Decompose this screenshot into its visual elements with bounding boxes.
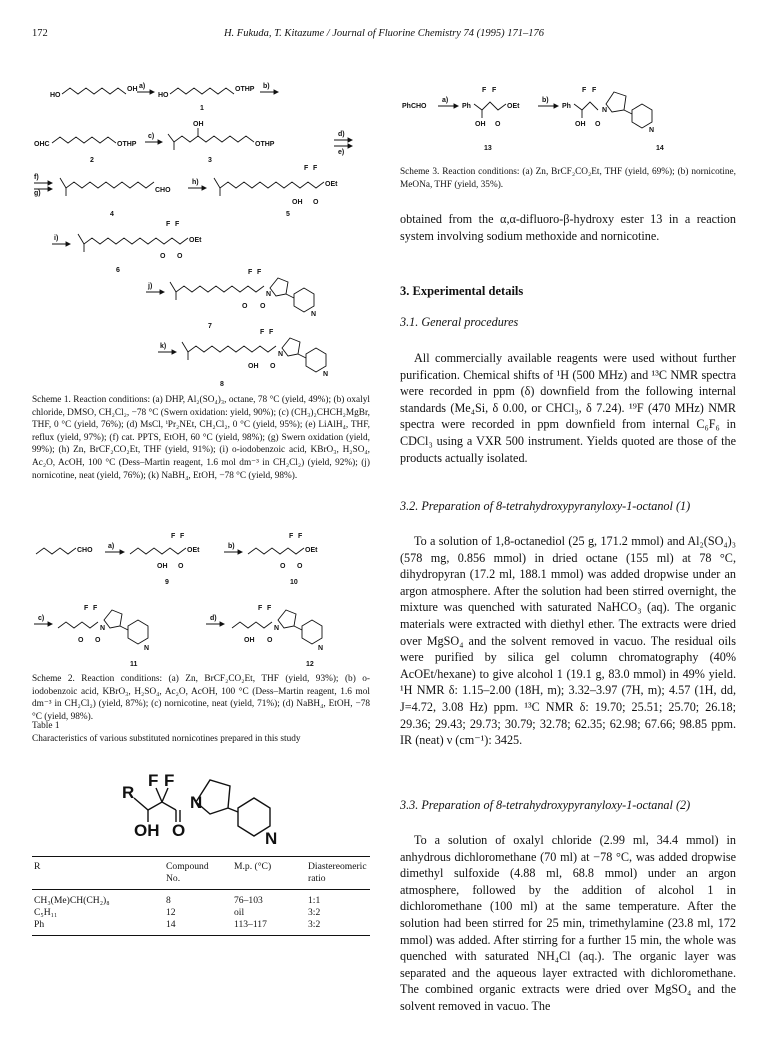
label-oet-5: OEt [325, 181, 338, 188]
arrowhead-g-s1 [48, 187, 52, 191]
chain-2 [52, 137, 116, 143]
label-f-tbl-a: F [148, 771, 159, 790]
cell-ratio: 1:1 [308, 895, 321, 906]
cell-ratio: 3:2 [308, 919, 321, 930]
step-h-s1: h) [192, 179, 199, 186]
section-3-2-heading: 3.2. Preparation of 8-tetrahydroxypyranyloxy-1-octanol (1) [400, 499, 691, 513]
pyrrolidine-8 [282, 338, 300, 356]
label-oet-9: OEt [187, 547, 200, 554]
step-d-s2: d) [210, 615, 217, 622]
label-n-8b: N [323, 371, 329, 378]
compound-13-number: 13 [484, 145, 492, 152]
label-o-6b: O [177, 253, 183, 260]
pyridine-14 [632, 104, 652, 128]
label-f-8b: F [269, 329, 274, 336]
label-o-tbl: O [172, 821, 186, 840]
label-oh-12: OH [244, 637, 255, 644]
link-8 [298, 354, 306, 358]
label-r-tbl: R [122, 783, 135, 802]
scheme-1-caption: Scheme 1. Reaction conditions: (a) DHP, Al₂(SO₄)₃, octane, 78 °C (yield, 49%); (b) oxalyl chloride, DMSO, CH₂Cl₂, −78 °C (Swern oxidation: yield, 90%); (c) (CH₃)₂CHCH₂MgBr, THF, 0 °C (yield, 76%); (d) MsCl, ⁱPr₂NEt, CH₂Cl₂, 0 °C (yield, 95%); (e) LiAlH₄, THF, reflux (yield, 97%); (f) cat. PPTS, EtOH, 60 °C (yield, 98%); (g) Swern oxidation (yield, 99%); (h) Zn, BrCF₂CO₂Et, THF (yield, 91%); (i) o-iodobenzoic acid, KBrO₃, H₂SO₄, Ac₂O, AcOH, 100 °C (Dess–Martin reagent, 1.6 mol dm⁻³ in CH₂Cl₂) (yield, 92%); (j) nornicotine, neat (yield, 76%); (k) NaBH₄, EtOH, −78 °C (yield, 98%). [32, 395, 370, 481]
label-oh-13: OH [475, 121, 486, 128]
label-o-7b: O [260, 303, 266, 310]
cell-no: 14 [166, 919, 176, 930]
arrowhead-f-s1 [48, 181, 52, 185]
step-b-s2: b) [228, 543, 235, 550]
label-ho-1: HO [50, 92, 61, 99]
label-ph-13: Ph [462, 103, 471, 110]
cell-r: C₅H₁₁ [34, 907, 58, 918]
arrowhead-e-s1 [348, 144, 352, 148]
label-o-10b: O [297, 563, 303, 570]
cell-mp: 76–103 [234, 895, 263, 906]
page-number: 172 [32, 28, 48, 39]
table-1-caption: Characteristics of various substituted nornicotines prepared in this study [32, 734, 301, 744]
label-o-11a: O [78, 637, 84, 644]
pyrrolidine-12 [278, 610, 296, 628]
intro-paragraph: obtained from the α,α-difluoro-β-hydroxy ester 13 in a reaction system involving sodium methoxide and nornicotine. [400, 212, 736, 243]
arrowhead-d-s1 [348, 138, 352, 142]
section-3-1-heading: 3.1. General procedures [400, 315, 519, 329]
table-1-title: Table 1 [32, 721, 60, 731]
label-f-5a: F [304, 165, 309, 172]
arrowhead-b-s1 [274, 90, 278, 94]
label-o-6a: O [160, 253, 166, 260]
section-3-3-paragraph: To a solution of oxalyl chloride (2.99 ml, 34.4 mmol) in anhydrous dichloromethane (70 ml) at −78 °C, was added dropwise dimethyl sulfoxide (4.88 ml, 68.8 mmol) under an argon atmosphere, followed by the addition of alcohol 1 in dichloromethane (100 ml) at the same temperature. After the solution had been stirred for 25 min, trimethylamine (23.8 ml, 172 mmol) was added. After stirring for a further 15 min, the whole was quenched with saturated NH₄Cl (aq.). The organic layer was separated and the aqueous layer extracted with dichloromethane. The combined organic extracts were dried over MgSO₄ and the solvent removed in vacuo. The [400, 833, 736, 1013]
step-a-s1: a) [139, 83, 146, 90]
table-header-row [32, 857, 370, 874]
label-o-7a: O [242, 303, 248, 310]
table-header-row-2 [32, 873, 370, 890]
step-d-s1: d) [338, 131, 345, 138]
label-oh-9: OH [157, 563, 168, 570]
scheme-3-caption: Scheme 3. Reaction conditions: (a) Zn, BrCF₂CO₂Et, THF (yield, 69%); (b) nornicotine, MeONa, THF (yield, 35%). [400, 167, 736, 190]
label-othp-3: OTHP [255, 141, 275, 148]
arrowhead-j-s1 [160, 290, 164, 294]
label-oh-14: OH [575, 121, 586, 128]
label-oh-3: OH [193, 121, 204, 128]
pyridine-11 [128, 620, 148, 644]
arrowhead-a-s2 [120, 550, 124, 554]
step-a-s3: a) [442, 97, 449, 104]
step-e-s1: e) [338, 149, 345, 156]
label-oet-10: OEt [305, 547, 318, 554]
label-o-14: O [595, 121, 601, 128]
chain-9 [130, 548, 186, 554]
arrowhead-c-s1 [158, 140, 162, 144]
running-header [32, 28, 736, 44]
compound-4-number: 4 [110, 211, 114, 218]
label-f-13a: F [482, 87, 487, 94]
label-othp-1: OTHP [235, 86, 255, 93]
cell-mp: oil [234, 907, 245, 918]
pyridine-7 [294, 288, 314, 312]
step-c-s2: c) [38, 615, 45, 622]
chain-7 [170, 282, 264, 292]
step-a-s2: a) [108, 543, 115, 550]
label-oet-13: OEt [507, 103, 520, 110]
compound-12-number: 12 [306, 661, 314, 668]
cell-r: CH₃(Me)CH(CH₂)₈ [34, 895, 110, 906]
label-f-10b: F [298, 533, 303, 540]
label-f-tbl-b: F [164, 771, 175, 790]
header-dr-2: ratio [308, 873, 326, 884]
label-f-12a: F [258, 605, 263, 612]
chain-13 [474, 102, 506, 110]
link-tbl [228, 808, 238, 812]
label-o-10a: O [280, 563, 286, 570]
compound-3-number: 3 [208, 157, 212, 164]
compound-5-number: 5 [286, 211, 290, 218]
section-3-1-paragraph: All commercially available reagents were used without further purification. Chemical shifts of ¹H (500 MHz) and ¹³C NMR spectra were recorded in ppm (δ) downfield from the following internal standards (Me₄Si, δ 0.00, or CHCl₃, δ 7.24). ¹⁹F (470 MHz) NMR spectra were recorded in ppm downfield from internal C₆F₆ in CDCl₃ using a VXR 500 instrument. Yields quoted are those of the products actually isolated. [400, 351, 736, 465]
table-row [32, 907, 370, 919]
label-n-12a: N [274, 625, 280, 632]
label-n-tbl-b: N [265, 829, 278, 848]
chain-8 [182, 342, 276, 352]
label-n-tbl-a: N [190, 793, 203, 812]
label-n-11a: N [100, 625, 106, 632]
cell-r: Ph [34, 919, 45, 930]
label-f-12b: F [267, 605, 272, 612]
label-othp-2: OTHP [117, 141, 137, 148]
label-f-9b: F [180, 533, 185, 540]
label-ph-14: Ph [562, 103, 571, 110]
label-n-11b: N [144, 645, 150, 652]
label-o-11b: O [95, 637, 101, 644]
label-o-8: O [270, 363, 276, 370]
chain-3 [168, 134, 254, 142]
chain-12 [232, 622, 272, 628]
label-o-5: O [313, 199, 319, 206]
header-mp: M.p. (°C) [234, 861, 272, 872]
pyrrolidine-11 [104, 610, 122, 628]
chain-6 [78, 234, 188, 244]
step-g-s1: g) [34, 190, 41, 197]
arrowhead-b-s2 [238, 550, 242, 554]
step-j-s1: j) [148, 283, 153, 290]
compound-7-number: 7 [208, 323, 212, 330]
label-oh-tbl: OH [134, 821, 160, 840]
scheme-3-graphic [400, 66, 736, 164]
scheme-1-graphic [32, 66, 370, 392]
chain-tbl [134, 798, 176, 810]
label-cho-s2: CHO [77, 547, 93, 554]
chain-11 [58, 622, 98, 628]
link-12 [294, 626, 302, 630]
scheme-2-caption: Scheme 2. Reaction conditions: (a) Zn, BrCF₂CO₂Et, THF (yield, 93%); (b) o-iodobenzoic acid, KBrO₃, H₂SO₄, Ac₂O, AcOH, 100 °C (Dess–Martin reagent, 1.6 mol dm⁻³ in CH₂Cl₂) (yield, 87%); (c) nornicotine, neat (yield, 71%); (d) NaBH₄, EtOH, −78 °C (yield, 98%). [32, 674, 370, 722]
compound-10-number: 10 [290, 579, 298, 586]
label-n-14b: N [649, 127, 655, 134]
table-row [32, 919, 370, 936]
label-f-6a: F [166, 221, 171, 228]
label-o-13: O [495, 121, 501, 128]
label-n-7a: N [266, 291, 272, 298]
arrowhead-i-s1 [66, 242, 70, 246]
label-n-8a: N [278, 351, 284, 358]
arrowhead-b-s3 [554, 104, 558, 108]
compound-6-number: 6 [116, 267, 120, 274]
label-f-7b: F [257, 269, 262, 276]
chain-5 [214, 178, 324, 188]
compound-2-number: 2 [90, 157, 94, 164]
section-3-heading: 3. Experimental details [400, 284, 524, 298]
label-f-6b: F [175, 221, 180, 228]
compound-1-number: 1 [200, 105, 204, 112]
label-o-12: O [267, 637, 273, 644]
cell-mp: 113–117 [234, 919, 267, 930]
arrowhead-a-s1 [150, 90, 154, 94]
label-f-14b: F [592, 87, 597, 94]
label-ohc: OHC [34, 141, 50, 148]
cell-no: 12 [166, 907, 176, 918]
label-phcho: PhCHO [402, 103, 427, 110]
compound-14-number: 14 [656, 145, 664, 152]
step-b-s1: b) [263, 83, 270, 90]
section-3-3-heading: 3.3. Preparation of 8-tetrahydroxypyranyloxy-1-octanal (2) [400, 798, 691, 812]
step-f-s1: f) [34, 174, 39, 181]
step-i-s1: i) [54, 235, 59, 242]
label-ho-2: HO [158, 92, 169, 99]
label-f-9a: F [171, 533, 176, 540]
arrowhead-a-s3 [454, 104, 458, 108]
link-11 [120, 626, 128, 630]
chain-1 [170, 88, 234, 94]
label-f-11a: F [84, 605, 89, 612]
header-r: R [34, 861, 41, 872]
chain-10 [248, 548, 304, 554]
pyridine-8 [306, 348, 326, 372]
label-oh-5: OH [292, 199, 303, 206]
chain-hexanal [36, 548, 76, 554]
chain-14 [574, 102, 598, 110]
table-1-structure [100, 758, 300, 848]
pyridine-12 [302, 620, 322, 644]
compound-11-number: 11 [130, 661, 138, 668]
f-bond-b [162, 788, 168, 802]
step-b-s3: b) [542, 97, 549, 104]
arrowhead-c-s2 [48, 622, 52, 626]
label-oet-6: OEt [189, 237, 202, 244]
arrowhead-d-s2 [220, 622, 224, 626]
section-3-2-paragraph: To a solution of 1,8-octanediol (25 g, 171.2 mmol) and Al₂(SO₄)₃ (578 mg, 0.856 mmol) in dried octane (155 ml) at 78 °C, dihydropyran (17.2 ml, 188.1 mmol) was added dropwise under an argon atmosphere. After the solution had been stirred overnight, the mixture was quenched with saturated NaHCO₃ (aq). The organic materials were extracted with diethyl ether. The extracts were dried over MgSO₄ and the solvent removed in vacuo. The residual oils were purified by silica gel column chromatography (40% AcOEt/hexane) to give alcohol 1 (19.1 g, 83.0 mmol) in 49% yield. ¹H NMR δ: 1.15–2.00 (18H, m); 3.32–3.97 (7H, m); 4.57 (1H, dd, J=4.72, 3.08 Hz) ppm. ¹³C NMR δ: 19.70; 25.51; 25.70; 26.18; 29.36; 29.43; 29.73; 30.79; 32.78; 62.35; 62.98; 67.66; 98.85 ppm. IR (neat) ν (cm⁻¹): 3425. [400, 534, 736, 748]
chain-4 [60, 178, 154, 188]
chain-diol [62, 88, 126, 94]
link-14 [624, 110, 632, 114]
label-n-14a: N [602, 107, 608, 114]
label-o-9: O [178, 563, 184, 570]
label-cho-4: CHO [155, 187, 171, 194]
label-f-5b: F [313, 165, 318, 172]
label-f-8a: F [260, 329, 265, 336]
table-1-grid [32, 856, 370, 936]
f-bond-a [156, 788, 162, 802]
table-row [32, 890, 370, 908]
label-f-10a: F [289, 533, 294, 540]
arrowhead-k-s1 [172, 350, 176, 354]
table-1 [32, 856, 370, 936]
label-n-12b: N [318, 645, 324, 652]
cell-no: 8 [166, 895, 171, 906]
link-7 [286, 294, 294, 298]
header-compound: Compound [166, 861, 209, 872]
label-f-11b: F [93, 605, 98, 612]
header-compound-no: No. [166, 873, 181, 884]
label-f-13b: F [492, 87, 497, 94]
arrowhead-h-s1 [202, 186, 206, 190]
label-n-7b: N [311, 311, 317, 318]
compound-9-number: 9 [165, 579, 169, 586]
header-dr: Diastereomeric [308, 861, 367, 872]
pyrrolidine-14 [606, 92, 626, 112]
label-f-7a: F [248, 269, 253, 276]
step-c-s1: c) [148, 133, 155, 140]
compound-8-number: 8 [220, 381, 224, 388]
pyrrolidine-7 [270, 278, 288, 296]
step-k-s1: k) [160, 343, 167, 350]
label-f-14a: F [582, 87, 587, 94]
running-head: H. Fukuda, T. Kitazume / Journal of Fluorine Chemistry 74 (1995) 171–176 [223, 28, 545, 39]
label-oh-8: OH [248, 363, 259, 370]
cell-ratio: 3:2 [308, 907, 321, 918]
scheme-2-graphic [32, 530, 370, 672]
label-oh-1: OH [127, 86, 138, 93]
